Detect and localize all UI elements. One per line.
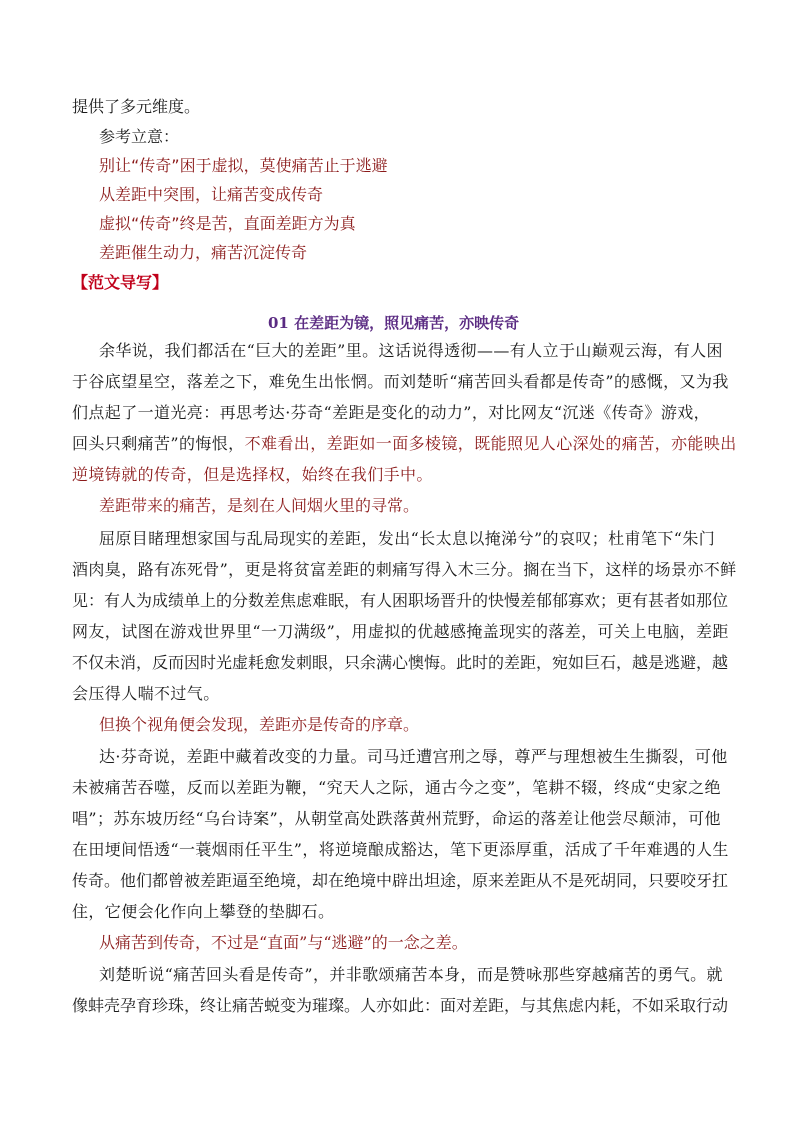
idea-3: 虚拟“传奇”终是苦，直面差距方为真 (99, 214, 356, 233)
paragraph-1-line-4 (72, 433, 737, 455)
paragraph-3-line-2: 未被痛苦吞噬，反而以差距为鞭，“究天人之际，通古今之变”，笔耕不辍，终成“史家之绝 (72, 778, 721, 797)
idea-1: 别让“传奇”困于虚拟，莫使痛苦止于逃避 (99, 156, 388, 175)
subheading-2: 但换个视角便会发现，差距亦是传奇的序章。 (99, 715, 420, 734)
paragraph-4-line-1: 刘楚昕说“痛苦回头看是传奇”，并非歌颂痛苦本身，而是赞咏那些穿越痛苦的勇气。就 (99, 965, 723, 984)
paragraph-3-line-4: 在田埂间悟透“一蓑烟雨任平生”，将逆境酿成豁达，笔下更添厚重，活成了千年难遇的人生 (72, 840, 729, 859)
paragraph-2-line-2: 酒肉臭，路有冻死骨”，更是将贫富差距的刺痛写得入木三分。搁在当下，这样的场景亦不鲜 (72, 560, 737, 579)
paragraph-1-line-1: 余华说，我们都活在“巨大的差距”里。这话说得透彻——有人立于山巅观云海，有人困 (99, 341, 723, 360)
paragraph-3-line-1: 达·芬奇说，差距中藏着改变的力量。司马迁遭宫刑之辱，尊严与理想被生生撕裂，可他 (99, 747, 728, 766)
paragraph-4-line-2: 像蚌壳孕育珍珠，终让痛苦蜕变为璀璨。人亦如此：面对差距，与其焦虑内耗，不如采取行动 (72, 996, 729, 1015)
intro-continuation: 提供了多元维度。 (72, 97, 201, 116)
paragraph-2-line-6: 会压得人喘不过气。 (72, 684, 220, 703)
paragraph-3-line-6: 住，它便会化作向上攀登的垫脚石。 (72, 902, 335, 921)
subheading-3: 从痛苦到传奇，不过是“直面”与“逃避”的一念之差。 (99, 933, 468, 952)
paragraph-1-line-4-normal: 回头只剩痛苦”的悔恨， (72, 434, 245, 453)
paragraph-2-line-5: 不仅未消，反而因时光虚耗愈发刺眼，只余满心懊悔。此时的差距，宛如巨石，越是逃避，越 (72, 653, 729, 672)
paragraph-2-line-4: 网友，试图在游戏世界里“一刀满级”，用虚拟的优越感掩盖现实的落差，可关上电脑，差距 (72, 622, 729, 641)
paragraph-1-line-5: 逆境铸就的传奇，但是选择权，始终在我们手中。 (72, 465, 433, 484)
paragraph-1-line-2: 于谷底望星空，落差之下，难免生出怅惘。而刘楚昕“痛苦回头看都是传奇”的感慨，又为我 (72, 372, 729, 391)
essay-title: 01 在差距为镜，照见痛苦，亦映传奇 (268, 314, 520, 332)
paragraph-2-line-1: 屈原目睹理想家国与乱局现实的差距，发出“长太息以掩涕兮”的哀叹；杜甫笔下“朱门 (99, 529, 716, 548)
section-heading: 【范文导写】 (72, 273, 169, 292)
paragraph-3-line-5: 传奇。他们都曾被差距逼至绝境，却在绝境中辟出坦途，原来差距从不是死胡同，只要咬牙扛 (72, 871, 729, 890)
idea-4: 差距催生动力，痛苦沉淀传奇 (99, 243, 308, 262)
paragraph-1-line-3: 们点起了一道光亮：再思考达·芬奇“差距是变化的动力”，对比网友“沉迷《传奇》游戏， (72, 403, 711, 422)
paragraph-2-line-3: 见：有人为成绩单上的分数差焦虑难眠，有人困职场晋升的快慢差郁郁寡欢；更有甚者如那位 (72, 591, 729, 610)
idea-2: 从差距中突围，让痛苦变成传奇 (99, 185, 324, 204)
subheading-1: 差距带来的痛苦，是刻在人间烟火里的寻常。 (99, 496, 420, 515)
reference-label: 参考立意： (99, 127, 180, 146)
paragraph-1-line-4-highlight: 不难看出，差距如一面多棱镜，既能照见人心深处的痛苦，亦能映出 (244, 434, 737, 453)
paragraph-3-line-3: 唱”；苏东坡历经“乌台诗案”，从朝堂高处跌落黄州荒野，命运的落差让他尝尽颠沛，可他 (72, 809, 721, 828)
